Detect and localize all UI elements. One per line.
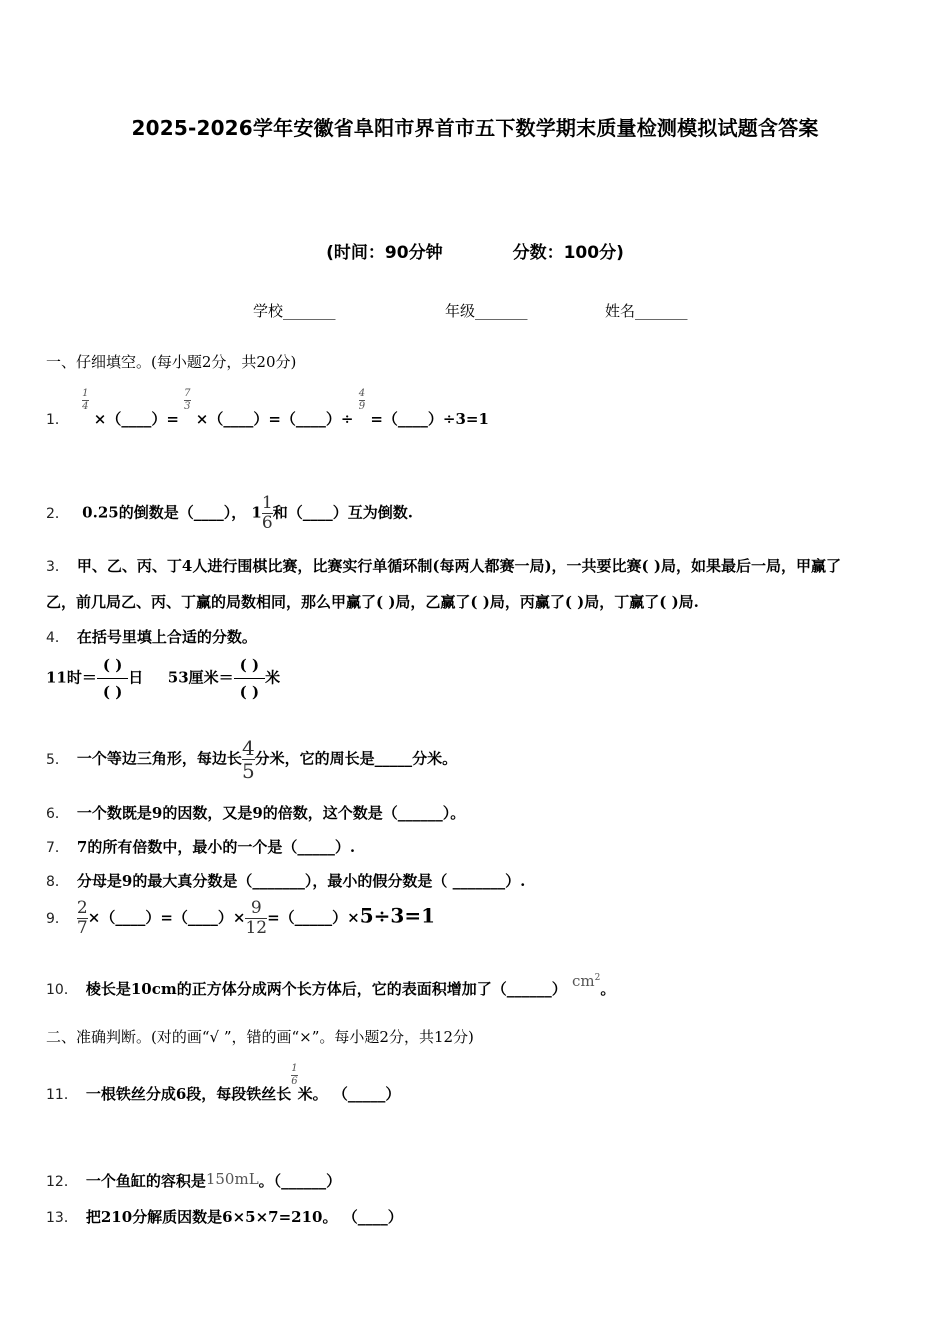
- question-3-line-2: 乙，前几局乙、丙、丁赢的局数相同，那么甲赢了( )局，乙赢了( )局，丙赢了( )局，丁赢了( )局.: [46, 593, 699, 611]
- question-9: 9． $\frac{2}{7}$ ×（____）=（____）× $\frac{9}{12}$ =（_____）×5÷3=1: [46, 898, 436, 938]
- question-4-answers: 11时＝ ( ) ( ) 日 53厘米＝ ( ) ( ) 米: [46, 656, 281, 701]
- fraction: $\frac{1}{6}$: [291, 1062, 298, 1087]
- question-1: 1． $\frac{1}{4}$ ×（____）= $\frac{7}{3}$ ×（____）=（____）÷ $\frac{4}{9}$ =（____）÷3=1: [46, 387, 489, 428]
- question-7: 7． 7的所有倍数中，最小的一个是（_____）.: [46, 838, 356, 856]
- question-number: 10．: [46, 982, 78, 998]
- question-number: 6．: [46, 806, 69, 822]
- unit-label: $cm^2$: [571, 972, 601, 990]
- unit-label: 150mL: [205, 1170, 259, 1188]
- exam-info: [0, 238, 950, 263]
- fraction: $\frac{4}{5}$: [241, 736, 255, 783]
- question-number: 2．: [46, 505, 69, 522]
- page-title: 2025-2026学年安徽省阜阳市界首市五下数学期末质量检测模拟试题含答案: [131, 116, 819, 140]
- question-2: 2． 0.25的倒数是（____）， 1 $\frac{1}{6}$ 和（____）互为倒数.: [46, 493, 413, 533]
- question-11: 11． 一根铁丝分成6段，每段铁丝长 $\frac{1}{6}$ 米。 （_____）: [46, 1062, 401, 1103]
- question-number: 3．: [46, 559, 69, 575]
- question-8: 8． 分母是9的最大真分数是（_______），最小的假分数是（ _______）.: [46, 872, 526, 890]
- score-info: 分数：100分): [512, 243, 624, 263]
- question-12: 12． 一个鱼缸的容积是150mL。（______）: [46, 1170, 342, 1190]
- name-field: 姓名_______: [605, 302, 688, 320]
- question-number: 13．: [46, 1210, 78, 1226]
- question-10: 10． 棱长是10cm的正方体分成两个长方体后，它的表面积增加了（______） $cm^2$。: [46, 972, 616, 998]
- fraction: $\frac{1}{6}$: [261, 493, 273, 533]
- time-info: (时间：90分钟: [326, 243, 443, 263]
- question-number: 8．: [46, 874, 69, 890]
- fraction: $\frac{7}{3}$: [184, 387, 191, 412]
- question-number: 9．: [46, 910, 69, 927]
- question-6: 6． 一个数既是9的因数，又是9的倍数，这个数是（______）。: [46, 804, 466, 822]
- section-heading-2: 二、准确判断。(对的画“√ ”，错的画“×”。每小题2分，共12分): [46, 1028, 474, 1046]
- question-number: 4．: [46, 630, 69, 646]
- grade-field: 年级_______: [445, 302, 528, 320]
- question-5: 5． 一个等边三角形，每边长 $\frac{4}{5}$ 分米，它的周长是_____分米。: [46, 736, 458, 783]
- question-number: 12．: [46, 1174, 78, 1190]
- question-number: 5．: [46, 751, 69, 768]
- question-3: 3． 甲、乙、丙、丁4人进行围棋比赛，比赛实行单循环制(每两人都赛一局)，一共要比赛( )局，如果最后一局，甲赢了: [46, 557, 841, 575]
- question-4: 4． 在括号里填上合适的分数。: [46, 628, 257, 646]
- question-number: 7．: [46, 840, 69, 856]
- question-number: 11．: [46, 1087, 78, 1103]
- section-heading-1: 一、仔细填空。(每小题2分，共20分): [46, 353, 297, 371]
- question-13: 13． 把210分解质因数是6×5×7=210。 （____）: [46, 1208, 403, 1226]
- blank-fraction[interactable]: ( ) ( ): [97, 656, 128, 701]
- fraction: $\frac{4}{9}$: [358, 387, 366, 412]
- fraction: $\frac{9}{12}$: [245, 898, 268, 938]
- fraction: $\frac{2}{7}$: [76, 898, 88, 938]
- blank-fraction[interactable]: ( ) ( ): [234, 656, 265, 701]
- fraction: $\frac{1}{4}$: [82, 387, 89, 412]
- question-number: 1．: [46, 412, 69, 428]
- school-field: 学校_______: [253, 302, 336, 320]
